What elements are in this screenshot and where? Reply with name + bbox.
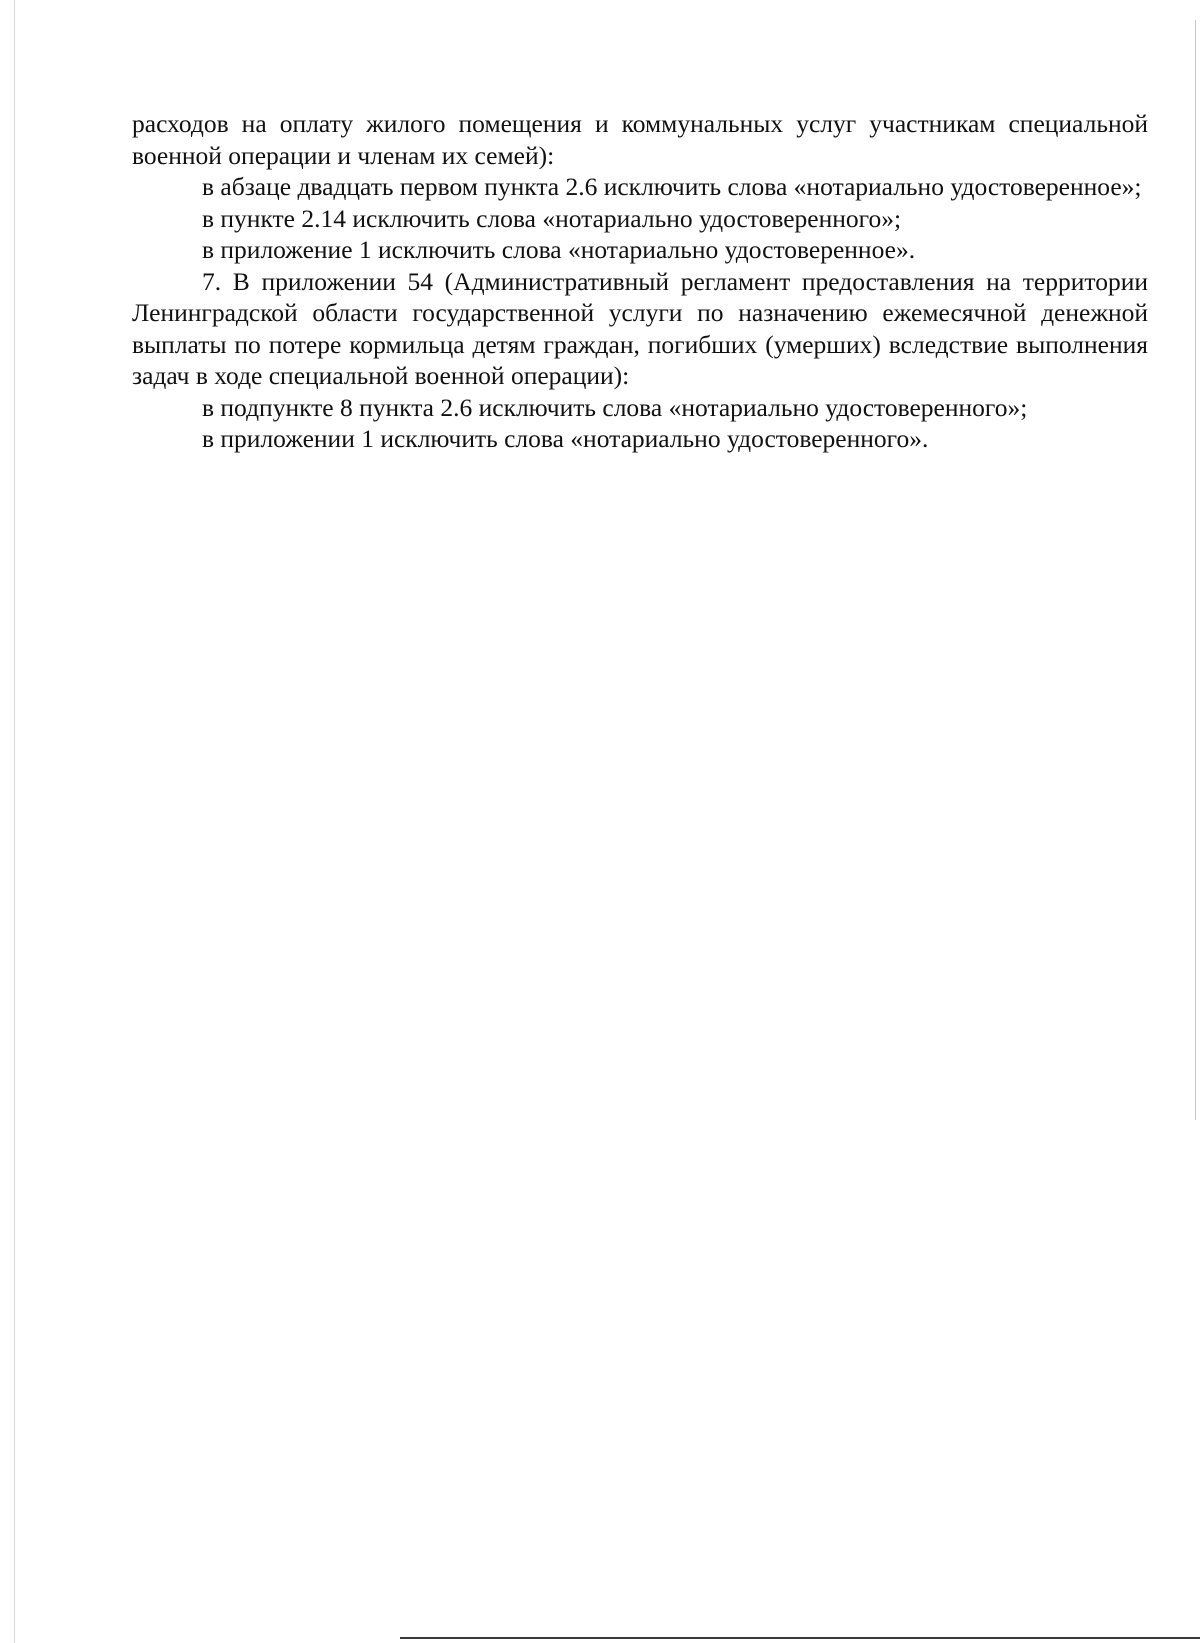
paragraph-clause-2-6: в абзаце двадцать первом пункта 2.6 исключить слова «нотариально удостоверенное»; (202, 172, 1142, 201)
paragraph-clause-2-14: в пункте 2.14 исключить слова «нотариально удостоверенного»; (202, 203, 902, 233)
scan-edge-bottom (400, 1637, 1200, 1639)
paragraph-item-7: 7. В приложении 54 (Административный регламент предоставления на территории Ленинградской области государственной услуги по назначению ежемесячной денежной выплаты по потере кормильца детям граждан, погибших (умерших) вследствие выполнения задач в ходе специальной военной операции): (132, 266, 1148, 390)
paragraph-appendix-1-final: в приложении 1 исключить слова «нотариально удостоверенного». (202, 424, 929, 453)
document-body (132, 108, 1148, 455)
paragraph-subclause-8: в подпункте 8 пункта 2.6 исключить слова «нотариально удостоверенного»; (202, 392, 1028, 422)
paragraph-appendix-1: в приложение 1 исключить слова «нотариально удостоверенное». (202, 235, 916, 264)
paragraph-continuation: расходов на оплату жилого помещения и коммунальных услуг участникам специальной военной операции и членам их семей): (132, 109, 1148, 170)
scan-edge-left (14, 0, 15, 1643)
scan-edge-right (1195, 20, 1196, 1120)
